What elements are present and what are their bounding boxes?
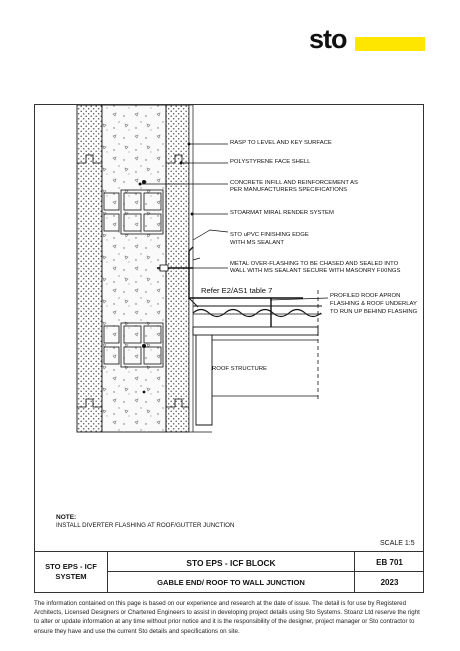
title-block-year: 2023: [380, 578, 399, 587]
label-polystyrene: POLYSTYRENE FACE SHELL: [230, 159, 311, 165]
note-heading: NOTE:: [56, 514, 77, 521]
sto-logo: sto: [309, 24, 347, 54]
label-render-system: STOARMAT MIRAL RENDER SYSTEM: [230, 210, 334, 216]
label-metal-flashing-line2: WALL WITH MS SEALANT SECURE WITH MASONRY FIXINGS: [230, 268, 401, 274]
section-detail-drawing: [35, 105, 423, 592]
label-concrete-line2: PER MANUFACTURERS SPECIFICATIONS: [230, 187, 348, 193]
title-block-code: EB 701: [376, 558, 403, 567]
title-block-title: STO EPS - ICF BLOCK: [186, 558, 276, 568]
sto-logo-accent-bar: [355, 37, 425, 51]
label-concrete-line1: CONCRETE INFILL AND REINFORCEMENT AS: [230, 180, 358, 186]
label-apron-line3: TO RUN UP BEHIND FLASHING: [330, 309, 418, 315]
label-apron-line2: FLASHING & ROOF UNDERLAY: [330, 301, 417, 307]
label-apron-line1: PROFILED ROOF APRON: [330, 293, 401, 299]
note-text: INSTALL DIVERTER FLASHING AT ROOF/GUTTER JUNCTION: [56, 522, 235, 529]
scale-label: SCALE 1:5: [380, 540, 415, 547]
label-rasp: RASP TO LEVEL AND KEY SURFACE: [230, 140, 332, 146]
eps-shell-left: [77, 105, 102, 432]
label-metal-flashing-line1: METAL OVER-FLASHING TO BE CHASED AND SEALED INTO: [230, 261, 399, 267]
title-block-subtitle: GABLE END/ ROOF TO WALL JUNCTION: [157, 578, 305, 587]
label-upvc-line1: STO uPVC FINISHING EDGE: [230, 232, 309, 238]
label-refer-table: Refer E2/AS1 table 7: [201, 286, 273, 295]
title-block-system-line2: SYSTEM: [55, 572, 87, 581]
title-block-system-line1: STO EPS - ICF: [45, 562, 97, 571]
disclaimer-footer: The information contained on this page is based on our experience and research at the date of issue. The detail is for use by Registered Architects, Licensed Designers or Chartered Engineers to assist in developing project details using Sto Systems. Stoanz Ltd reserve the right to alter or update information at any time without prior notice and it is the responsibility of the designer, project manager or Sto contractor to ensure they have and use the current Sto details and specifications on site.: [34, 600, 420, 635]
roof-build-up: [193, 290, 322, 432]
label-roof-structure: ROOF STRUCTURE: [212, 366, 267, 372]
label-upvc-line2: WITH MS SEALANT: [230, 240, 285, 246]
